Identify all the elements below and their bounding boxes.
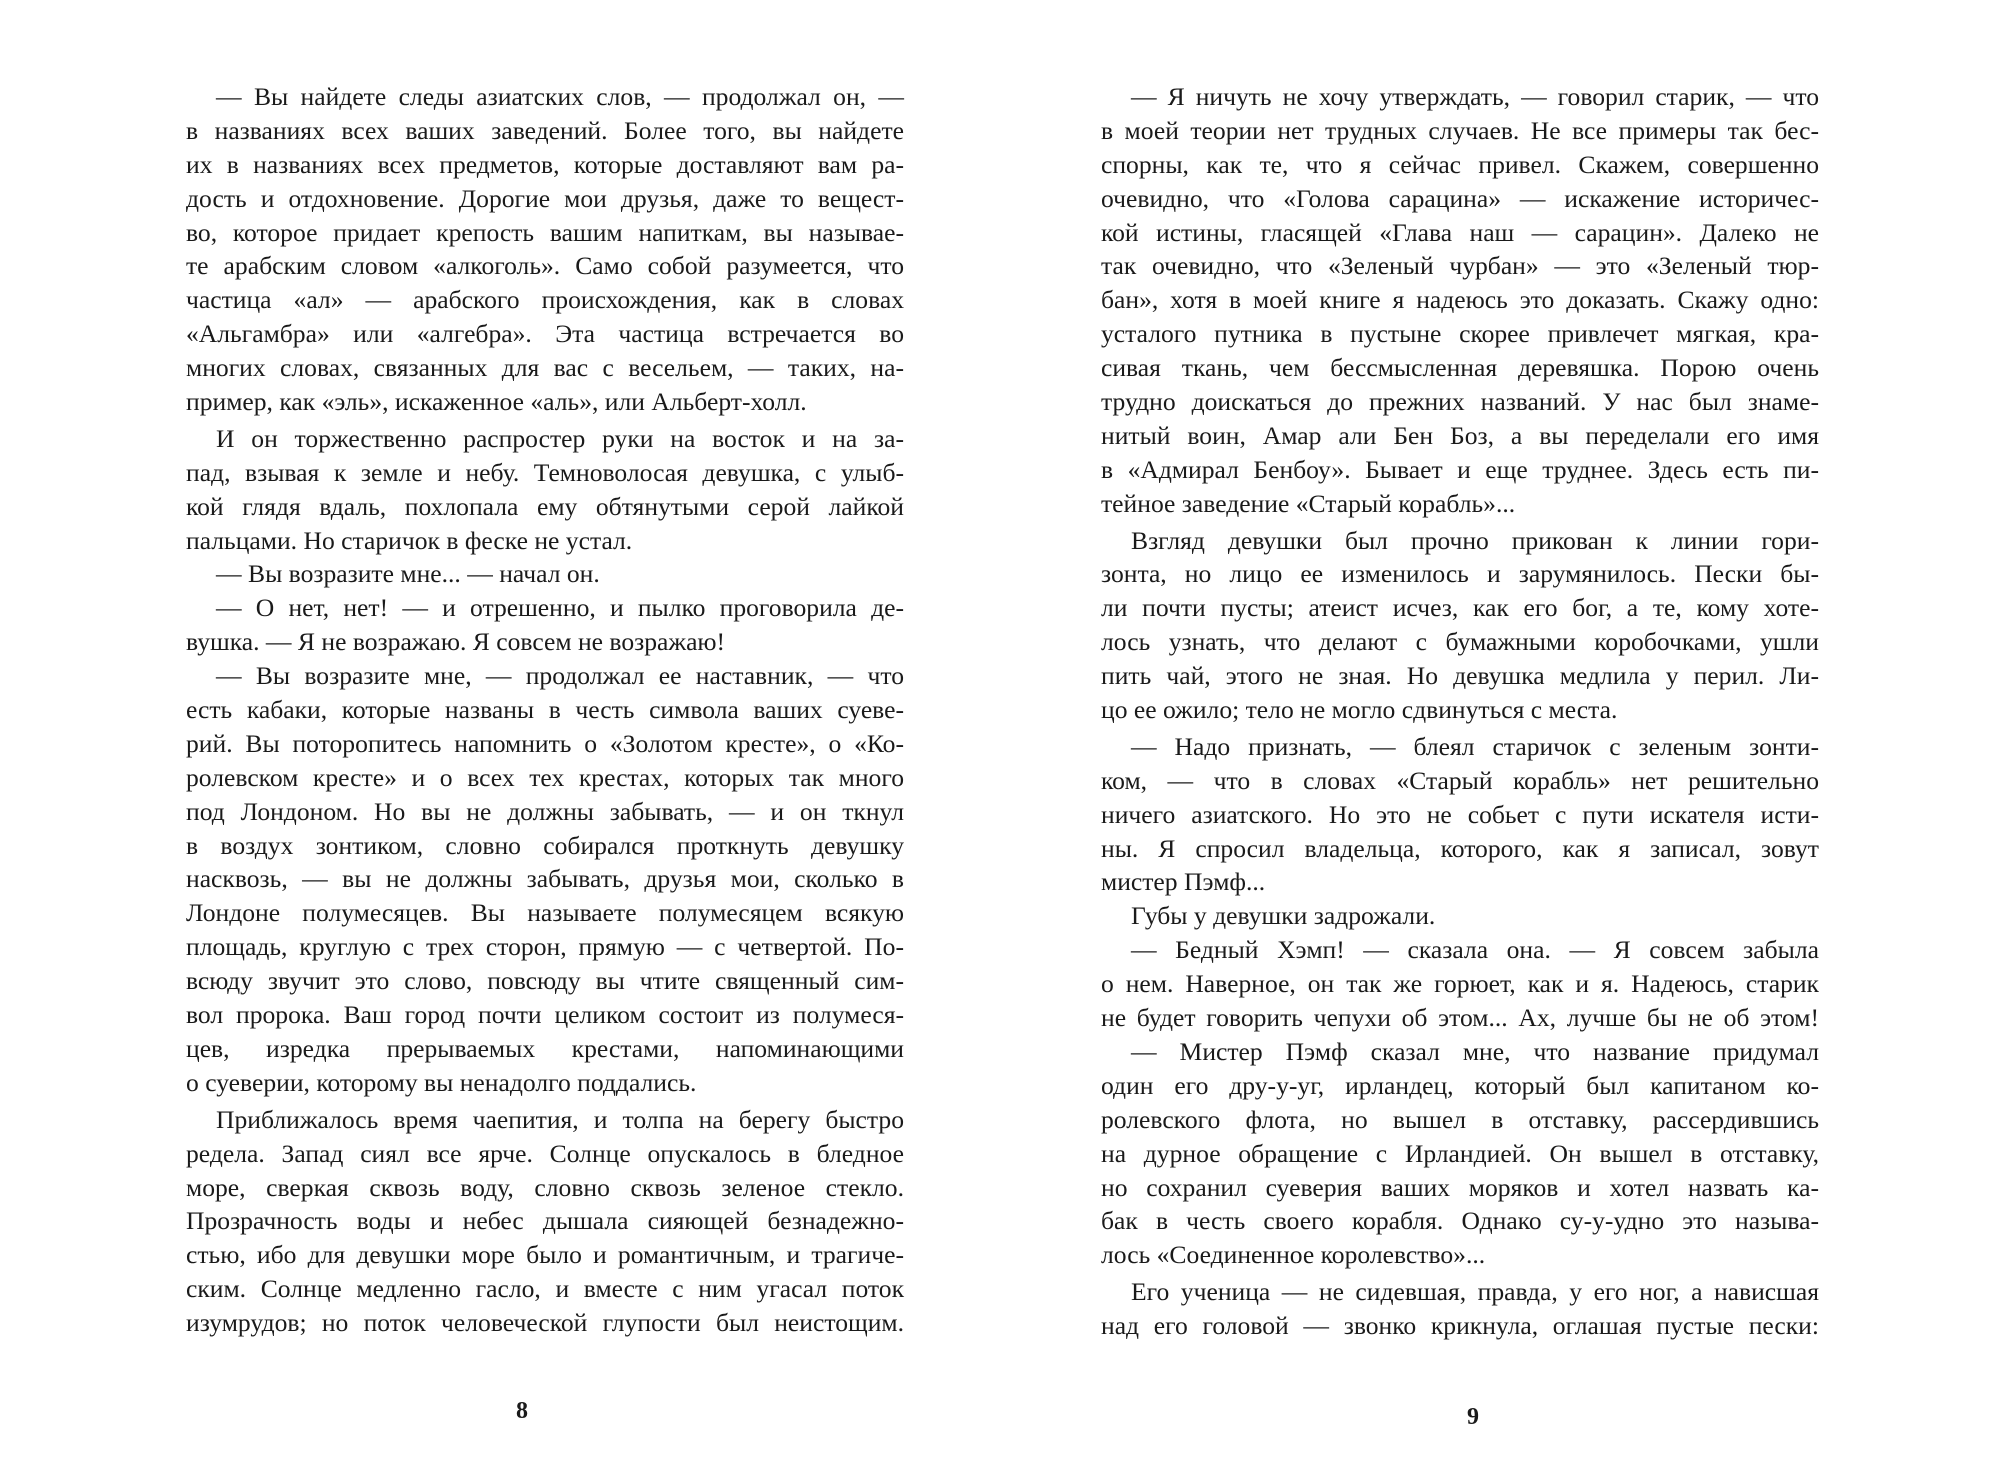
text-line: мистер Пэмф...	[1101, 867, 1266, 897]
text-line: многих словах, связанных для вас с весельем, — таких, на-	[186, 353, 904, 383]
text-line: очевидно, что «Голова сарацина» — искажение историчес-	[1101, 183, 1819, 213]
text-line: в «Адмирал Бенбоу». Бывает и еще труднее. Здесь есть пи-	[1101, 454, 1819, 484]
text-line: ничего азиатского. Но это не собьет с пути искателя исти-	[1101, 799, 1819, 829]
text-line: редела. Запад сиял все ярче. Солнце опускалось в бледное	[186, 1138, 904, 1168]
text-line: — Мистер Пэмф сказал мне, что название придумал	[1131, 1036, 1819, 1066]
text-line: их в названиях всех предметов, которые доставляют вам ра-	[186, 149, 904, 179]
right-page	[1101, 80, 1819, 1343]
text-line: — Бедный Хэмп! — сказала она. — Я совсем забыла	[1131, 935, 1819, 965]
text-line: пример, как «эль», искаженное «аль», или Альберт-холл.	[186, 387, 807, 417]
text-line: стью, ибо для девушки море было и романтичным, и трагиче-	[186, 1240, 904, 1270]
text-line: в моей теории нет трудных случаев. Не все примеры так бес-	[1101, 115, 1819, 145]
text-line: те арабским словом «алкоголь». Само собой разумеется, что	[186, 251, 904, 281]
text-line: лось узнать, что делают с бумажными коробочками, ушли	[1101, 627, 1819, 657]
text-line: во, которое придает крепость вашим напиткам, вы называе-	[186, 217, 904, 247]
text-line: Прозрачность воды и небес дышала сияющей безнадежно-	[186, 1206, 904, 1236]
text-line: пад, взывая к земле и небу. Темноволосая девушка, с улыб-	[186, 457, 904, 487]
text-line: — Вы найдете следы азиатских слов, — продолжал он, —	[216, 82, 904, 111]
text-line: под Лондоном. Но вы не должны забывать, — и он ткнул	[186, 796, 904, 826]
text-line: дость и отдохновение. Дорогие мои друзья, даже то вещест-	[186, 183, 904, 213]
text-line: ролевского флота, но вышел в отставку, рассердившись	[1101, 1104, 1819, 1134]
text-line: так очевидно, что «Зеленый чурбан» — это «Зеленый тюр-	[1101, 251, 1819, 281]
text-line: кой глядя вдаль, похлопала ему обтянутыми серой лайкой	[186, 491, 904, 521]
text-line: Лондоне полумесяцев. Вы называете полумесяцем всякую	[186, 898, 904, 928]
text-line: о нем. Наверное, он так же горюет, как и я. Надеюсь, старик	[1101, 969, 1819, 999]
text-line: всюду звучит это слово, повсюду вы чтите священный сим-	[186, 966, 904, 996]
text-line: ским. Солнце медленно гасло, и вместе с ним угасал поток	[186, 1274, 904, 1304]
text-line: но сохранил суеверия ваших моряков и хотел назвать ка-	[1101, 1172, 1819, 1202]
text-line: ком, — что в словах «Старый корабль» нет решительно	[1101, 765, 1819, 795]
text-line: море, сверкая сквозь воду, словно сквозь зеленое стекло.	[186, 1172, 904, 1202]
text-line: И он торжественно распростер руки на восток и на за-	[216, 423, 904, 453]
text-line: Его ученица — не сидевшая, правда, у его ног, а нависшая	[1131, 1277, 1819, 1307]
text-line: вол пророка. Ваш город почти целиком состоит из полумеся-	[186, 1000, 904, 1030]
text-line: есть кабаки, которые названы в честь символа ваших суеве-	[186, 695, 904, 725]
text-line: нитый воин, Амар али Бен Боз, а вы переделали его имя	[1101, 420, 1819, 450]
text-line: пить чай, этого не зная. Но девушка медлила у перил. Ли-	[1101, 661, 1819, 691]
text-line: трудно доискаться до прежних названий. У нас был знаме-	[1101, 387, 1819, 417]
text-line: спорны, как те, что я сейчас привел. Скажем, совершенно	[1101, 149, 1819, 179]
text-line: — Я ничуть не хочу утверждать, — говорил старик, — что	[1131, 82, 1819, 111]
text-line: ны. Я спросил владельца, которого, как я записал, зовут	[1101, 833, 1819, 863]
text-line: лось «Соединенное королевство»...	[1101, 1240, 1486, 1270]
text-line: цо ее ожило; тело не могло сдвинуться с места.	[1101, 695, 1618, 725]
text-line: — О нет, нет! — и отрешенно, и пылко проговорила де-	[216, 593, 904, 623]
text-line: — Вы возразите мне, — продолжал ее наставник, — что	[216, 661, 904, 691]
text-line: ли почти пусты; атеист исчез, как его бог, а те, кому хоте-	[1101, 593, 1819, 623]
text-line: изумрудов; но поток человеческой глупости был неистощим.	[186, 1308, 904, 1338]
text-line: насквозь, — вы не должны забывать, друзья мои, сколько в	[186, 864, 904, 894]
text-line: один его дру-у-уг, ирландец, который был капитаном ко-	[1101, 1070, 1819, 1100]
page-number-right: 9	[1467, 1404, 1479, 1430]
text-line: Приближалось время чаепития, и толпа на берегу быстро	[216, 1104, 904, 1134]
text-line: ролевском кресте» и о всех тех крестах, которых так много	[186, 762, 904, 792]
text-line: частица «ал» — арабского происхождения, как в словах	[186, 285, 904, 315]
text-line: в названиях всех ваших заведений. Более того, вы найдете	[186, 115, 904, 145]
text-line: кой истины, гласящей «Глава наш — сарацин». Далеко не	[1101, 217, 1819, 247]
text-line: Губы у девушки задрожали.	[1131, 901, 1436, 931]
text-line: цев, изредка прерываемых крестами, напоминающими	[186, 1033, 904, 1063]
text-line: бан», хотя в моей книге я надеюсь это доказать. Скажу одно:	[1101, 285, 1819, 315]
text-line: в воздух зонтиком, словно собирался проткнуть девушку	[186, 830, 904, 860]
text-line: Взгляд девушки был прочно прикован к линии гори-	[1131, 525, 1819, 555]
text-line: — Вы возразите мне... — начал он.	[216, 559, 600, 589]
text-line: «Альгамбра» или «алгебра». Эта частица встречается во	[186, 319, 904, 349]
text-line: о суеверии, которому вы ненадолго поддались.	[186, 1067, 697, 1097]
left-page	[186, 80, 904, 1340]
text-line: сивая ткань, чем бессмысленная деревяшка. Порою очень	[1101, 353, 1819, 383]
text-line: усталого путника в пустыне скорее привлечет мягкая, кра-	[1101, 319, 1819, 349]
page-number-left: 8	[516, 1398, 528, 1424]
text-line: не будет говорить чепухи об этом... Ах, лучше бы не об этом!	[1101, 1003, 1819, 1033]
text-line: рий. Вы поторопитесь напомнить о «Золотом кресте», о «Ко-	[186, 728, 904, 758]
text-line: на дурное обращение с Ирландией. Он вышел в отставку,	[1101, 1138, 1819, 1168]
text-line: тейное заведение «Старый корабль»...	[1101, 488, 1516, 518]
text-line: площадь, круглую с трех сторон, прямую — с четвертой. По-	[186, 932, 904, 962]
text-line: зонта, но лицо ее изменилось и зарумянилось. Пески бы-	[1101, 559, 1819, 589]
text-line: пальцами. Но старичок в феске не устал.	[186, 525, 633, 555]
text-line: — Надо признать, — блеял старичок с зеленым зонти-	[1131, 731, 1819, 761]
text-line: вушка. — Я не возражаю. Я совсем не возражаю!	[186, 627, 726, 657]
text-line: над его головой — звонко крикнула, оглашая пустые пески:	[1101, 1311, 1819, 1341]
text-line: бак в честь своего корабля. Однако су-у-удно это называ-	[1101, 1206, 1819, 1236]
